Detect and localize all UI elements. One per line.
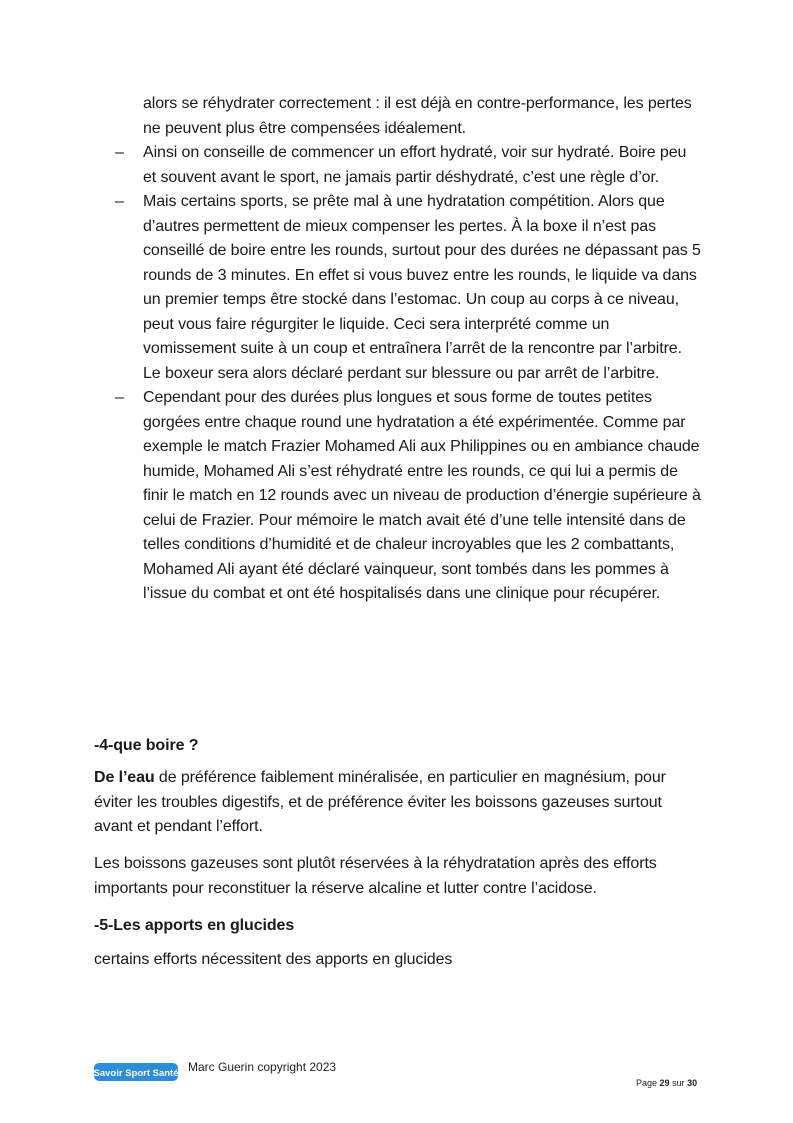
bullet-list <box>115 92 715 607</box>
list-item-text: Cependant pour des durées plus longues et sous forme de toutes petites gorgées entre chaque round une hydratation a été expérimentée. Comme par exemple le match Frazier Mohamed Ali aux Philippines ou en ambiance chaude humide, Mohamed Ali s’est réhydraté entre les rounds, ce qui lui a permis de finir le match en 12 rounds avec un niveau de production d’énergie supérieure à celui de Frazier. Pour mémoire le match avait été d’une telle intensité dans de telles conditions d’humidité et de chaleur incroyables que les 2 combattants, Mohamed Ali ayant été déclaré vainqueur, sont tombés dans les pommes à l’issue du combat et ont été hospitalisés dans une clinique pour récupérer. <box>143 389 701 602</box>
copyright: Marc Guerin copyright 2023 <box>188 1060 337 1074</box>
page-number <box>636 1078 697 1088</box>
list-item-text: Ainsi on conseille de commencer un effort hydraté, voir sur hydraté. Boire peu et souvent avant le sport, ne jamais partir déshydraté, c’est une règle d’or. <box>143 144 687 186</box>
page-total: 30 <box>687 1078 698 1088</box>
paragraph-text: de préférence faiblement minéralisée, en particulier en magnésium, pour éviter les troubles digestifs, et de préférence éviter les boissons gazeuses surtout avant et pendant l’effort. <box>94 769 666 835</box>
list-item <box>115 386 703 607</box>
list-item-text: Mais certains sports, se prête mal à une hydratation compétition. Alors que d’autres permettent de mieux compenser les pertes. À la boxe il n’est pas conseillé de boire entre les rounds, surtout pour des durées ne dépassant pas 5 rounds de 3 minutes. En effet si vous buvez entre les rounds, le liquide va dans un premier temps être stocké dans l’estomac. Un coup au corps à ce niveau, peut vous faire régurgiter le liquide. Ceci sera interprété comme un vomissement suite à un coup et entraînera l’arrêt de la rencontre par l’arbitre. Le boxeur sera alors déclaré perdant sur blessure ou par arrêt de l’arbitre. <box>143 193 701 382</box>
bullet-dash: – <box>115 389 124 406</box>
list-item <box>115 190 703 386</box>
bullet-dash: – <box>115 144 124 161</box>
section-4-heading: -4-que boire ? <box>94 737 199 754</box>
section-4-paragraph-2: Les boissons gazeuses sont plutôt réservées à la réhydratation après des efforts importants pour reconstituer la réserve alcaline et lutter contre l’acidose. <box>94 855 657 897</box>
section-5-paragraph-1: certains efforts nécessitent des apports en glucides <box>94 951 453 968</box>
savoir-sport-sante-logo <box>94 1062 178 1082</box>
logo-text: Savoir Sport Santé <box>94 1068 178 1079</box>
page-current: 29 <box>659 1078 670 1088</box>
bullet-dash: – <box>115 193 124 210</box>
page-prefix: Page <box>636 1078 658 1088</box>
section-5-heading: -5-Les apports en glucides <box>94 917 295 934</box>
list-item <box>115 92 703 141</box>
list-item-text: alors se réhydrater correctement : il est déjà en contre-performance, les pertes ne peuvent plus être compensées idéalement. <box>143 95 692 137</box>
section-4-paragraph-1 <box>94 766 704 840</box>
list-item <box>115 141 703 190</box>
page-sep: sur <box>672 1078 685 1088</box>
bold-lead: De l’eau <box>94 769 155 786</box>
